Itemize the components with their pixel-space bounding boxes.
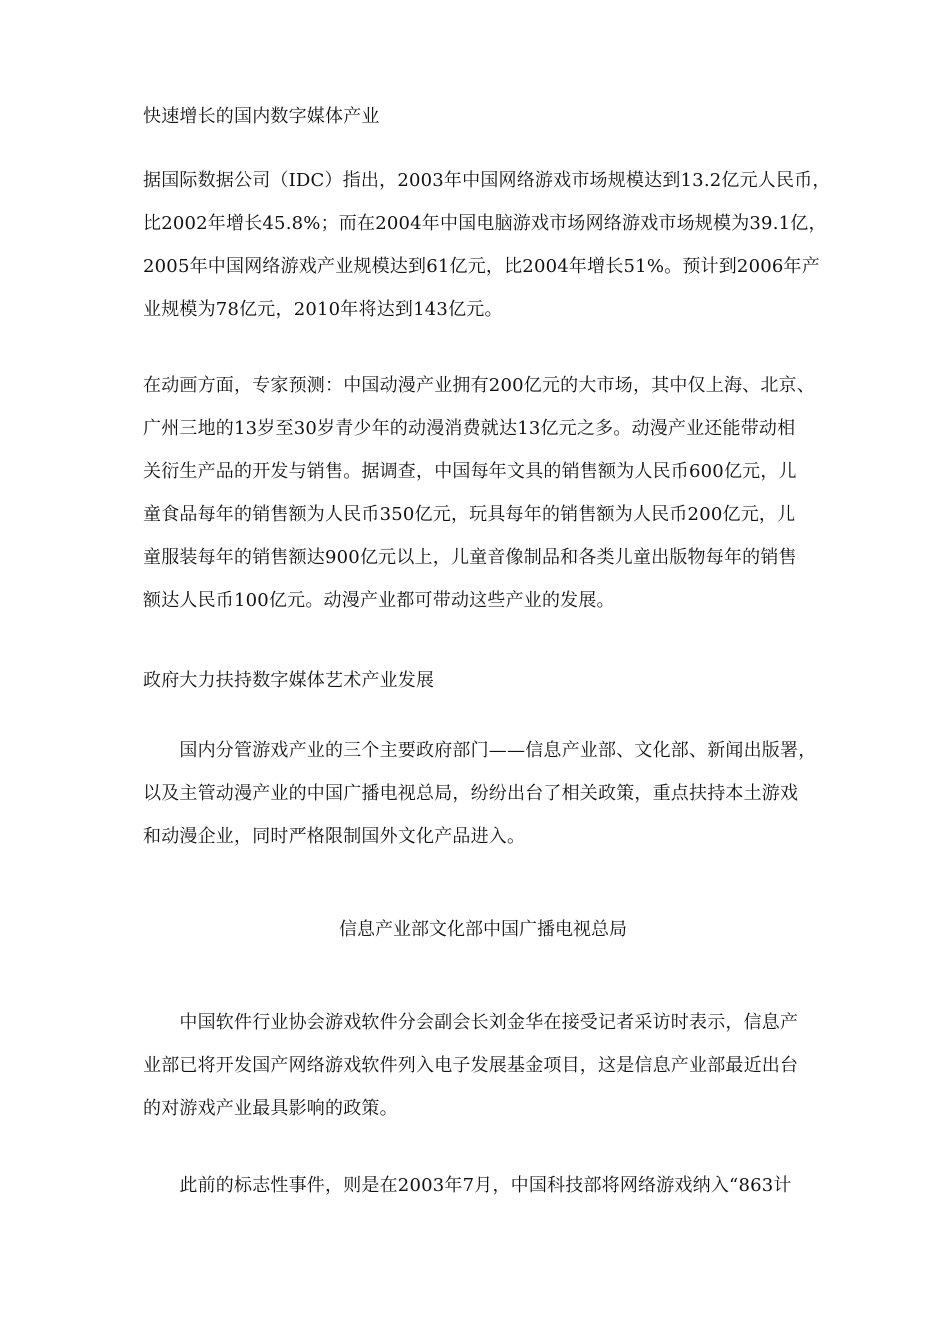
paragraph-line: 中国软件行业协会游戏软件分会副会长刘金华在接受记者采访时表示，信息产	[143, 1012, 799, 1033]
paragraph-line: 童食品每年的销售额为人民币350亿元，玩具每年的销售额为人民币200亿元，儿	[143, 504, 796, 525]
paragraph-line: 比2002年增长45.8%；而在2004年中国电脑游戏市场网络游戏市场规模为39.1亿，	[143, 213, 827, 234]
paragraph-line: 和动漫企业，同时严格限制国外文化产品进入。	[143, 826, 526, 847]
paragraph-line: 据国际数据公司（IDC）指出，2003年中国网络游戏市场规模达到13.2亿元人民币，	[143, 170, 831, 191]
heading-fast-growth	[143, 95, 823, 138]
paragraph-line: 关衍生产品的开发与销售。据调查，中国每年文具的销售额为人民币600亿元，儿	[143, 461, 797, 482]
paragraph-idc-stats	[143, 159, 831, 331]
paragraph-line: 2005年中国网络游戏产业规模达到61亿元，比2004年增长51%。预计到2006年产	[143, 256, 820, 277]
paragraph-line: 业规模为78亿元，2010年将达到143亿元。	[143, 299, 503, 320]
paragraph-line: 以及主管动漫产业的中国广播电视总局，纷纷出台了相关政策，重点扶持本土游戏	[143, 783, 799, 804]
heading-text: 政府大力扶持数字媒体艺术产业发展	[143, 670, 435, 691]
paragraph-863-plan	[143, 1164, 823, 1207]
paragraph-line: 此前的标志性事件，则是在2003年7月，中国科技部将网络游戏纳入“863计	[143, 1175, 792, 1196]
paragraph-line: 在动画方面，专家预测：中国动漫产业拥有200亿元的大市场，其中仅上海、北京、	[143, 375, 815, 396]
paragraph-animation-market	[143, 364, 823, 622]
paragraph-line: 的对游戏产业最具影响的政策。	[143, 1098, 398, 1119]
paragraph-software-association	[143, 1001, 823, 1130]
paragraph-line: 业部已将开发国产网络游戏软件列入电子发展基金项目，这是信息产业部最近出台	[143, 1055, 799, 1076]
paragraph-line: 广州三地的13岁至30岁青少年的动漫消费就达13亿元之多。动漫产业还能带动相	[143, 418, 796, 439]
heading-government-support	[143, 659, 823, 702]
centered-departments-line: 信息产业部文化部中国广播电视总局	[339, 919, 627, 940]
paragraph-line: 国内分管游戏产业的三个主要政府部门——信息产业部、文化部、新闻出版署，	[143, 740, 817, 761]
paragraph-line: 额达人民币100亿元。动漫产业都可带动这些产业的发展。	[143, 590, 615, 611]
paragraph-government-departments	[143, 729, 823, 858]
paragraph-line: 童服装每年的销售额达900亿元以上，儿童音像制品和各类儿童出版物每年的销售	[143, 547, 797, 568]
heading-text: 快速增长的国内数字媒体产业	[143, 106, 380, 127]
